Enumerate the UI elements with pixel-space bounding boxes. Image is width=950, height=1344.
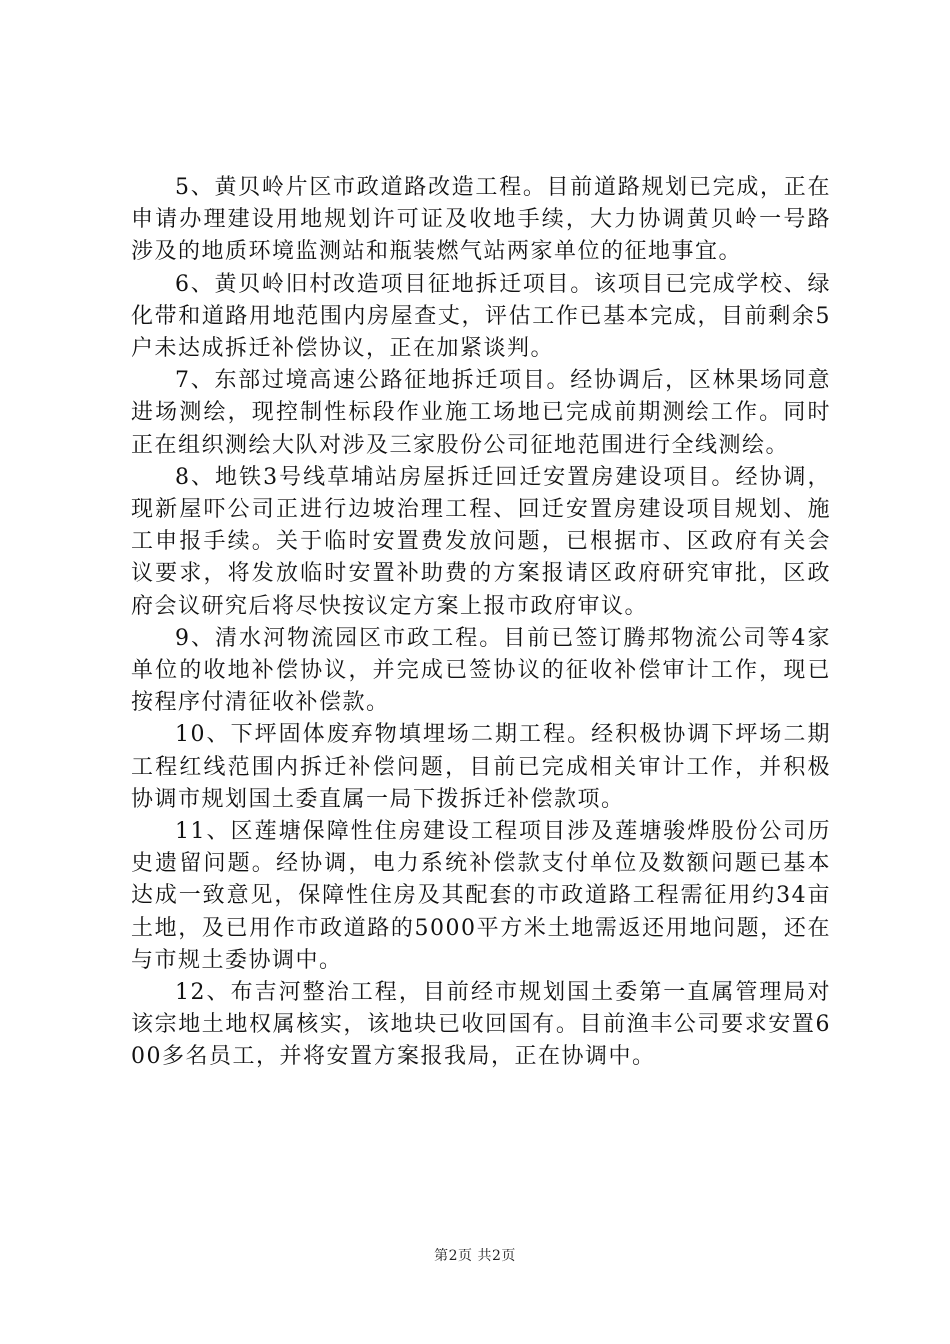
paragraph-item-5: 5、黄贝岭片区市政道路改造工程。目前道路规划已完成，正在申请办理建设用地规划许可证及收地手续，大力协调黄贝岭一号路涉及的地质环境监测站和瓶装燃气站两家单位的征地事宜。 bbox=[131, 175, 831, 265]
paragraph-item-8: 8、地铁3号线草埔站房屋拆迁回迁安置房建设项目。经协调，现新屋吓公司正进行边坡治理工程、回迁安置房建设项目规划、施工申报手续。关于临时安置费发放问题，已根据市、区政府有关会议要求，将发放临时安置补助费的方案报请区政府研究审批，区政府会议研究后将尽快按议定方案上报市政府审议。 bbox=[131, 464, 831, 619]
paragraph-item-7: 7、东部过境高速公路征地拆迁项目。经协调后，区林果场同意进场测绘，现控制性标段作业施工场地已完成前期测绘工作。同时正在组织测绘大队对涉及三家股份公司征地范围进行全线测绘。 bbox=[131, 368, 831, 458]
paragraph-item-9: 9、清水河物流园区市政工程。目前已签订腾邦物流公司等4家单位的收地补偿协议，并完成已签协议的征收补偿审计工作，现已按程序付清征收补偿款。 bbox=[131, 625, 831, 716]
page-number-footer: 第2页 共2页 bbox=[434, 1248, 516, 1264]
document-body bbox=[131, 172, 831, 1074]
paragraph-item-6: 6、黄贝岭旧村改造项目征地拆迁项目。该项目已完成学校、绿化带和道路用地范围内房屋查丈，评估工作已基本完成，目前剩余5户未达成拆迁补偿协议，正在加紧谈判。 bbox=[131, 271, 831, 362]
paragraph-item-11: 11、区莲塘保障性住房建设工程项目涉及莲塘骏烨股份公司历史遗留问题。经协调，电力系统补偿款支付单位及数额问题已基本达成一致意见，保障性住房及其配套的市政道路工程需征用约34亩土地，及已用作市政道路的5000平方米土地需返还用地问题，还在与市规土委协调中。 bbox=[131, 819, 831, 973]
paragraph-item-12: 12、布吉河整治工程，目前经市规划国土委第一直属管理局对该宗地土地权属核实，该地块已收回国有。目前渔丰公司要求安置600多名员工，并将安置方案报我局，正在协调中。 bbox=[131, 980, 831, 1070]
paragraph-item-10: 10、下坪固体废弃物填埋场二期工程。经积极协调下坪场二期工程红线范围内拆迁补偿问题，目前已完成相关审计工作，并积极协调市规划国土委直属一局下拨拆迁补偿款项。 bbox=[131, 722, 831, 812]
